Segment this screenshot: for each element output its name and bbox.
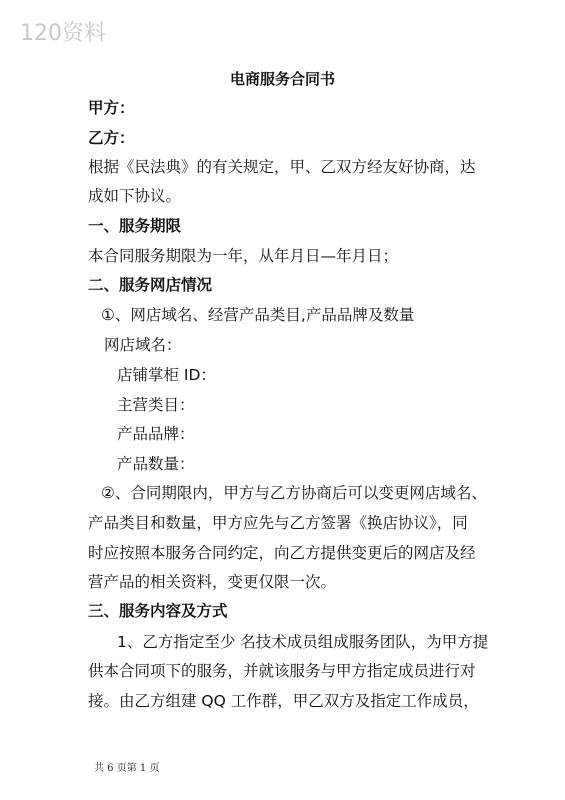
section3-para1-line3: 接。由乙方组建 QQ 工作群，甲乙双方及指定工作成员， [88, 692, 479, 710]
field-shop-domain: 网店域名： [104, 336, 182, 354]
section2-item2-line4: 营产品的相关资料，变更仅限一次。 [88, 573, 337, 591]
intro-line-1: 根据《民法典》的有关规定，甲、乙双方经友好协商，达 [88, 158, 476, 176]
section3-para1-line2: 供本合同项下的服务，并就该服务与甲方指定成员进行对 [88, 662, 476, 680]
intro-line-2: 成如下协议。 [88, 187, 182, 205]
party-b-label: 乙方： [88, 129, 135, 147]
section1-text: 本合同服务期限为一年，从年月日—年月日； [88, 247, 399, 265]
section1-heading: 一、服务期限 [88, 217, 182, 235]
section3-heading: 三、服务内容及方式 [88, 602, 228, 620]
field-shop-id: 店铺掌柜 ID： [117, 366, 216, 384]
section2-item2-line2: 产品类目和数量，甲方应先与乙方签署《换店协议》，同 [88, 514, 468, 532]
party-a-label: 甲方： [88, 99, 135, 117]
field-main-category: 主营类目： [117, 396, 195, 414]
section2-item2-line3: 时应按照本服务合同约定，向乙方提供变更后的网店及经 [88, 544, 476, 562]
field-product-quantity: 产品数量： [117, 455, 195, 473]
page-footer: 共 6 页第 1 页 [94, 763, 160, 774]
document-title: 电商服务合同书 [229, 70, 335, 88]
watermark: 120资料 [20, 21, 106, 46]
field-product-brand: 产品品牌： [117, 425, 195, 443]
section3-para1-line1: 1、乙方指定至少 名技术成员组成服务团队，为甲方提 [117, 633, 489, 651]
section2-item1: ①、网店域名、经营产品类目,产品品牌及数量 [101, 306, 415, 324]
section2-heading: 二、服务网店情况 [88, 276, 213, 294]
section2-item2-line1: ②、合同期限内，甲方与乙方协商后可以变更网店域名、 [101, 484, 487, 502]
